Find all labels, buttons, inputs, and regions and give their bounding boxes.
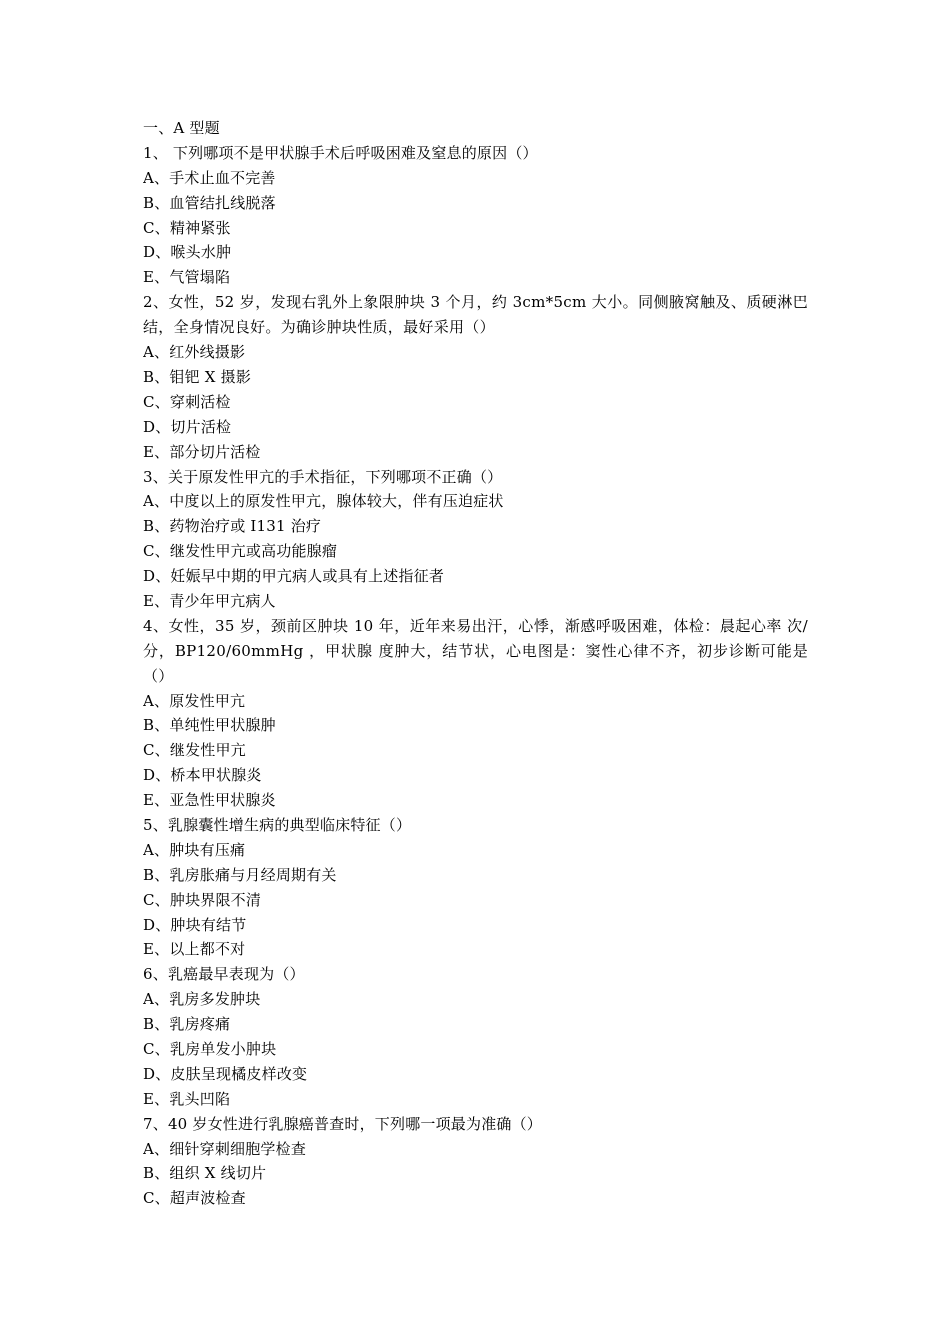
option-c: C、超声波检查 bbox=[143, 1189, 246, 1208]
question-stem: 6、乳癌最早表现为（） bbox=[143, 965, 305, 984]
option-a: A、细针穿刺细胞学检查 bbox=[143, 1139, 307, 1158]
option-a: A、原发性甲亢 bbox=[143, 691, 246, 710]
option-d: D、肿块有结节 bbox=[143, 915, 247, 934]
option-d: D、皮肤呈现橘皮样改变 bbox=[143, 1064, 308, 1083]
option-b: B、乳房疼痛 bbox=[143, 1015, 231, 1034]
question-6 bbox=[143, 962, 808, 1111]
option-b: B、血管结扎线脱落 bbox=[143, 193, 276, 212]
option-b: B、组织 X 线切片 bbox=[143, 1164, 267, 1183]
option-b: B、乳房胀痛与月经周期有关 bbox=[143, 865, 337, 884]
question-7 bbox=[143, 1112, 808, 1212]
option-e: E、青少年甲亢病人 bbox=[143, 591, 276, 610]
question-2 bbox=[143, 290, 808, 464]
option-c: C、乳房单发小肿块 bbox=[143, 1040, 277, 1059]
question-stem: 5、乳腺囊性增生病的典型临床特征（） bbox=[143, 816, 412, 835]
option-e: E、部分切片活检 bbox=[143, 442, 261, 461]
option-b: B、单纯性甲状腺肿 bbox=[143, 716, 276, 735]
option-c: C、肿块界限不清 bbox=[143, 890, 262, 909]
option-e: E、亚急性甲状腺炎 bbox=[143, 791, 276, 810]
question-5 bbox=[143, 813, 808, 962]
question-4 bbox=[143, 614, 808, 813]
option-b: B、钼钯 X 摄影 bbox=[143, 367, 252, 386]
question-stem: 1、 下列哪项不是甲状腺手术后呼吸困难及窒息的原因（） bbox=[143, 143, 538, 162]
question-stem: 2、女性，52 岁，发现右乳外上象限肿块 3 个月，约 3cm*5cm 大小。同侧腋窝触及、质硬淋巴结，全身情况良好。为确诊肿块性质，最好采用（） bbox=[143, 293, 808, 337]
question-stem: 7、40 岁女性进行乳腺癌普查时，下列哪一项最为准确（） bbox=[143, 1114, 543, 1133]
exam-content bbox=[143, 116, 808, 1211]
option-c: C、精神紧张 bbox=[143, 218, 231, 237]
option-e: E、以上都不对 bbox=[143, 940, 246, 959]
option-d: D、切片活检 bbox=[143, 417, 232, 436]
option-e: E、乳头凹陷 bbox=[143, 1089, 231, 1108]
option-b: B、药物治疗或 I131 治疗 bbox=[143, 517, 322, 536]
option-a: A、红外线摄影 bbox=[143, 343, 246, 362]
question-3 bbox=[143, 465, 808, 614]
option-d: D、妊娠早中期的甲亢病人或具有上述指征者 bbox=[143, 567, 445, 586]
question-1 bbox=[143, 141, 808, 290]
option-c: C、继发性甲亢或高功能腺瘤 bbox=[143, 542, 338, 561]
option-a: A、肿块有压痛 bbox=[143, 840, 246, 859]
question-stem: 4、女性，35 岁，颈前区肿块 10 年，近年来易出汗，心悸，渐感呼吸困难，体检：晨起心率 次/分，BP120/60mmHg ，甲状腺 度肿大，结节状，心电图是：窦性心律不齐，初步诊断可能是（） bbox=[143, 616, 808, 685]
option-a: A、乳房多发肿块 bbox=[143, 990, 261, 1009]
option-a: A、手术止血不完善 bbox=[143, 168, 276, 187]
question-stem: 3、关于原发性甲亢的手术指征，下列哪项不正确（） bbox=[143, 467, 503, 486]
option-d: D、桥本甲状腺炎 bbox=[143, 766, 262, 785]
option-d: D、喉头水肿 bbox=[143, 243, 232, 262]
section-title: 一、A 型题 bbox=[143, 119, 220, 137]
option-c: C、继发性甲亢 bbox=[143, 741, 246, 760]
option-c: C、穿刺活检 bbox=[143, 392, 231, 411]
option-a: A、中度以上的原发性甲亢，腺体较大，伴有压迫症状 bbox=[143, 492, 504, 511]
option-e: E、气管塌陷 bbox=[143, 268, 231, 287]
